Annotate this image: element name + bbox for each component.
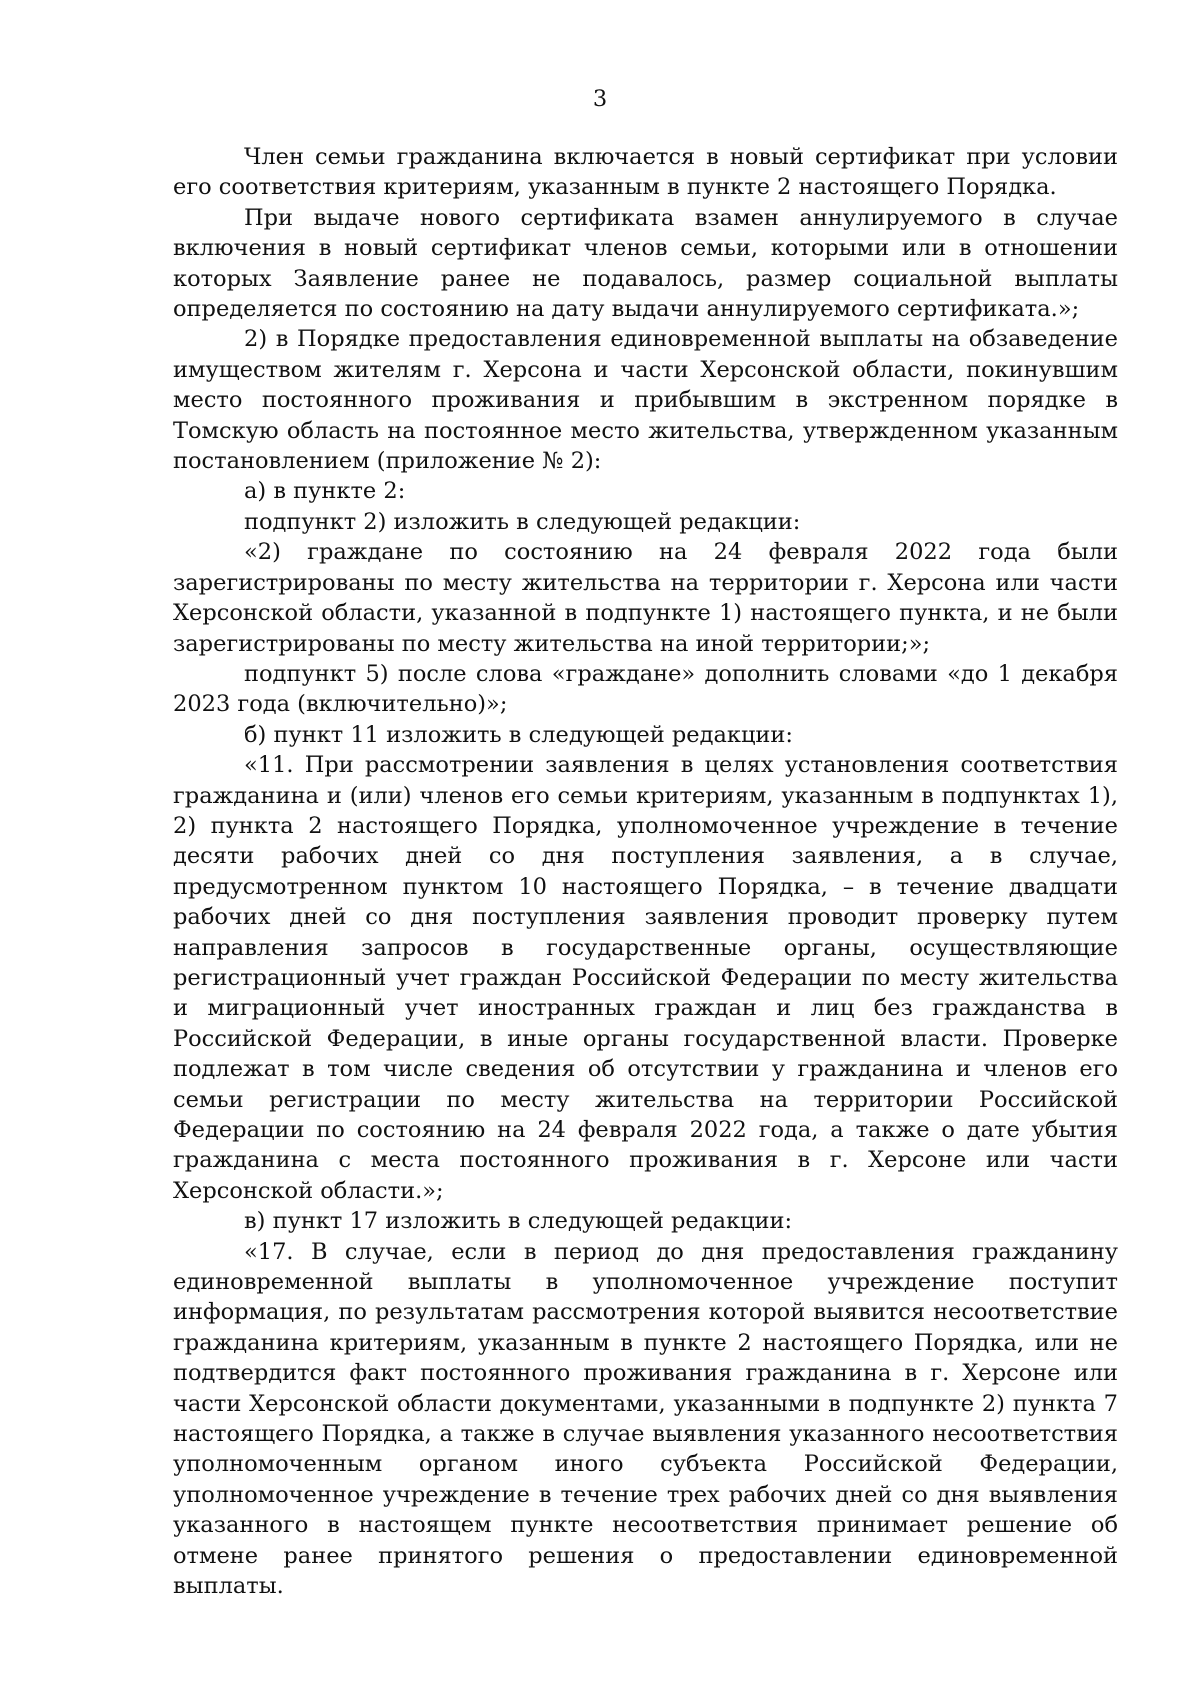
paragraph: в) пункт 17 изложить в следующей редакции: (244, 1208, 793, 1235)
document-body (173, 142, 1118, 1602)
paragraph: «2) граждане по состоянию на 24 февраля 2022 года были зарегистрированы по месту жительства на территории г. Херсона или части Херсонской области, указанной в подпункте 1) настоящего пункта, и не были зарегистрированы по месту жительства на иной территории;»; (173, 539, 1118, 657)
paragraph: «11. При рассмотрении заявления в целях установления соответствия гражданина и (или) членов его семьи критериям, указанным в подпунктах 1), 2) пункта 2 настоящего Порядка, уполномоченное учреждение в течение десяти рабочих дней со дня поступления заявления, а в случае, предусмотренном пунктом 10 настоящего Порядка, – в течение двадцати рабочих дней со дня поступления заявления проводит проверку путем направления запросов в государственные органы, осуществляющие регистрационный учет граждан Российской Федерации по месту жительства и миграционный учет иностранных граждан и лиц без гражданства в Российской Федерации, в иные органы государственной власти. Проверке подлежат в том числе сведения об отсутствии у гражданина и членов его семьи регистрации по месту жительства на территории Российской Федерации по состоянию на 24 февраля 2022 года, а также о дате убытия гражданина с места постоянного проживания в г. Херсоне или части Херсонской области.»; (173, 752, 1118, 1204)
paragraph: подпункт 2) изложить в следующей редакции: (244, 508, 801, 535)
paragraph: 2) в Порядке предоставления единовременной выплаты на обзаведение имуществом жителям г. Херсона и части Херсонской области, покинувшим место постоянного проживания и прибывшим в экстренном порядке в Томскую область на постоянное место жительства, утвержденном указанным постановлением (приложение № 2): (173, 326, 1118, 475)
paragraph: При выдаче нового сертификата взамен аннулируемого в случае включения в новый сертификат членов семьи, которыми или в отношении которых Заявление ранее не подавалось, размер социальной выплаты определяется по состоянию на дату выдачи аннулируемого сертификата.»; (173, 204, 1118, 323)
paragraph: подпункт 5) после слова «граждане» дополнить словами «до 1 декабря 2023 года (включительно)»; (173, 660, 1118, 718)
paragraph: «17. В случае, если в период до дня предоставления гражданину единовременной выплаты в уполномоченное учреждение поступит информация, по результатам рассмотрения которой выявится несоответствие гражданина критериям, указанным в пункте 2 настоящего Порядка, или не подтвердится факт постоянного проживания гражданина в г. Херсоне или части Херсонской области документами, указанными в подпункте 2) пункта 7 настоящего Порядка, а также в случае выявления указанного несоответствия уполномоченным органом иного субъекта Российской Федерации, уполномоченное учреждение в течение трех рабочих дней со дня выявления указанного в настоящем пункте несоответствия принимает решение об отмене ранее принятого решения о предоставлении единовременной выплаты. (173, 1238, 1118, 1600)
paragraph: б) пункт 11 изложить в следующей редакции: (244, 721, 793, 748)
paragraph: а) в пункте 2: (244, 478, 406, 505)
paragraph: Член семьи гражданина включается в новый сертификат при условии его соответствия критериям, указанным в пункте 2 настоящего Порядка. (173, 144, 1118, 201)
page-number: 3 (592, 86, 608, 112)
